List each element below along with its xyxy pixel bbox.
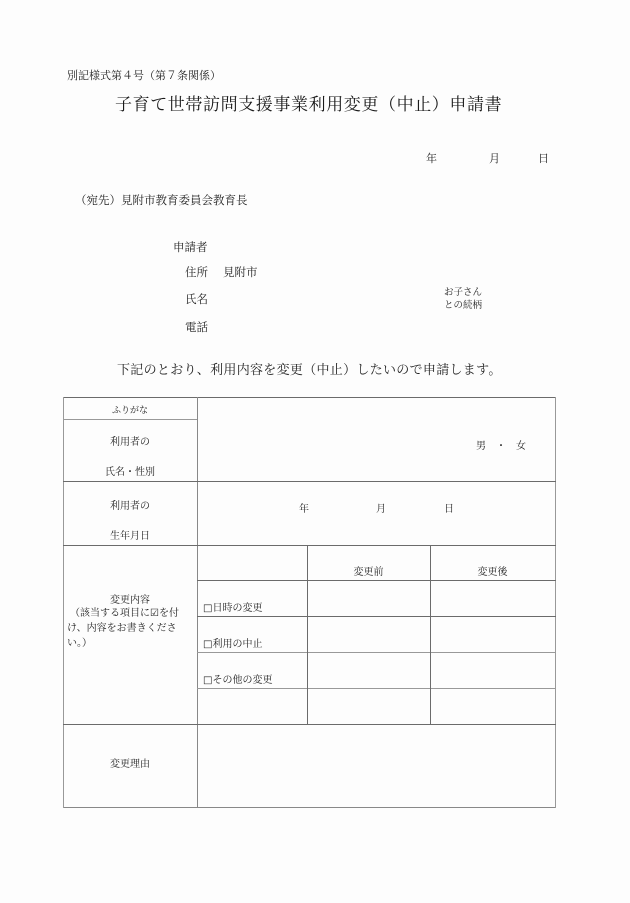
- form-number: 別記様式第４号（第７条関係）: [67, 69, 221, 82]
- change-item-other[interactable]: □その他の変更: [203, 675, 273, 686]
- furigana-input[interactable]: [198, 398, 555, 419]
- change-item-datetime[interactable]: □日時の変更: [203, 603, 263, 614]
- furigana-label: ふりがな: [111, 406, 148, 416]
- birth-label-line2: 生年月日: [110, 531, 150, 542]
- user-name-label-line2: 氏名・性別: [105, 467, 155, 478]
- after-input-2[interactable]: [431, 617, 555, 652]
- after-input-3[interactable]: [431, 653, 555, 688]
- address-label: 住所: [185, 265, 208, 279]
- phone-label: 電話: [185, 320, 208, 334]
- reason-input[interactable]: [198, 725, 555, 807]
- relationship-label-line1: お子さん: [444, 287, 483, 298]
- date-day-label: 日: [538, 152, 549, 165]
- statement: 下記のとおり、利用内容を変更（中止）したいので申請します。: [117, 363, 502, 378]
- before-input-1[interactable]: [308, 581, 430, 616]
- change-label: 変更内容: [110, 595, 150, 606]
- change-item-cancel[interactable]: □利用の中止: [203, 639, 263, 650]
- user-name-label-line1: 利用者の: [110, 437, 150, 448]
- birth-day-label: 日: [444, 504, 454, 515]
- table-border-bottom: [63, 807, 556, 808]
- user-name-input[interactable]: [198, 420, 468, 480]
- after-input-1[interactable]: [431, 581, 555, 616]
- change-note: （該当する項目に☑を付け、内容をお書きください。）: [67, 608, 179, 649]
- birth-month-label: 月: [376, 504, 386, 515]
- after-input-4[interactable]: [431, 689, 555, 724]
- gender-options[interactable]: 男 ・ 女: [476, 441, 526, 452]
- column-header-before: 変更前: [353, 567, 384, 578]
- before-input-2[interactable]: [308, 617, 430, 652]
- birth-label-line1: 利用者の: [110, 501, 150, 512]
- birth-row-bottom: [63, 545, 556, 546]
- addressee: （宛先）見附市教育委員会教育長: [75, 193, 248, 207]
- relationship-label-line2: との続柄: [444, 300, 483, 311]
- applicant-heading: 申請者: [173, 240, 208, 254]
- page-title: 子育て世帯訪問支援事業利用変更（中止）申請書: [115, 95, 503, 115]
- column-header-after: 変更後: [477, 567, 508, 578]
- before-input-3[interactable]: [308, 653, 430, 688]
- reason-label: 変更理由: [110, 759, 150, 770]
- date-year-label: 年: [426, 152, 437, 165]
- before-input-4[interactable]: [308, 689, 430, 724]
- name-label: 氏名: [185, 292, 208, 306]
- address-value[interactable]: 見附市: [223, 265, 258, 279]
- furigana-row-divider: [63, 419, 197, 420]
- date-month-label: 月: [489, 152, 500, 165]
- relationship-label: [444, 286, 504, 312]
- table-border-right: [555, 397, 556, 808]
- birth-year-label: 年: [299, 504, 309, 515]
